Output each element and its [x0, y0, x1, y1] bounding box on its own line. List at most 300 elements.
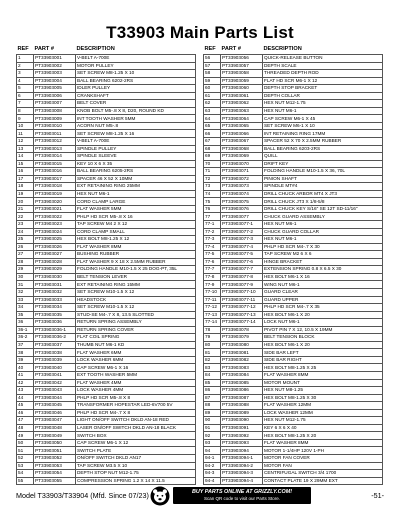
part-number-cell: PT33903062: [221, 100, 263, 108]
table-row: [204, 228, 383, 236]
table-row: [17, 326, 196, 334]
description-cell: FLAT WASHER 4MM: [76, 379, 196, 387]
description-cell: LOCK WASHER 6MM: [76, 356, 196, 364]
part-number-cell: PT33903051: [34, 447, 76, 455]
ref-cell: 14: [17, 153, 34, 161]
ref-cell: 20: [17, 198, 34, 206]
part-number-cell: PT33903073: [221, 183, 263, 191]
ref-cell: 22: [17, 213, 34, 221]
part-number-cell: PT33903063: [221, 107, 263, 115]
description-cell: TAP SCREW M2 6 X 6: [263, 251, 383, 259]
part-number-cell: PT33903036-1: [34, 326, 76, 334]
ref-cell: 87: [204, 394, 221, 402]
ref-cell: 94: [204, 447, 221, 455]
table-row: [17, 190, 196, 198]
description-cell: STUD-SE M4-.7 X 8, 13.5 SLOTTED: [76, 311, 196, 319]
ref-cell: 83: [204, 364, 221, 372]
table-row: [204, 394, 383, 402]
part-number-cell: PT33903018: [34, 183, 76, 191]
part-number-cell: PT33903036-2: [34, 334, 76, 342]
ref-cell: 77-3: [204, 236, 221, 244]
description-cell: IDLER PULLEY: [76, 85, 196, 93]
part-number-cell: PT33903092: [221, 432, 263, 440]
part-number-cell: PT33903033: [34, 296, 76, 304]
table-row: [17, 77, 196, 85]
table-row: [17, 160, 196, 168]
part-number-cell: PT33903034: [34, 304, 76, 312]
part-number-cell: PT33903050: [34, 439, 76, 447]
table-row: [204, 387, 383, 395]
part-number-cell: PT33903043: [34, 387, 76, 395]
ref-cell: 29: [17, 266, 34, 274]
ref-cell: 75: [204, 198, 221, 206]
part-number-cell: PT33903012: [34, 138, 76, 146]
table-row: [204, 424, 383, 432]
table-row: [17, 477, 196, 485]
part-number-cell: PT33903094: [221, 447, 263, 455]
part-number-cell: PT33903047: [34, 417, 76, 425]
part-number-cell: PT33903091: [221, 424, 263, 432]
table-row: [17, 70, 196, 78]
ref-cell: 81: [204, 349, 221, 357]
description-cell: SPINDLE MT#4: [263, 183, 383, 191]
description-cell: DEPTH STOP BRACKET: [263, 85, 383, 93]
part-number-cell: PT33903077-13: [221, 311, 263, 319]
description-cell: HEX NUT M6-1: [263, 221, 383, 229]
part-number-cell: PT33903023: [34, 221, 76, 229]
table-row: [17, 273, 196, 281]
grizzly-bear-logo-icon: [150, 486, 170, 506]
header-part: PART #: [221, 46, 241, 52]
model-label: Model T33903/T33904 (Mfd. Since 07/23): [16, 491, 149, 500]
ref-cell: 12: [17, 138, 34, 146]
table-row: [17, 439, 196, 447]
table-row: [204, 190, 383, 198]
description-cell: PHLP HD SCR M4-.7 X 8: [76, 409, 196, 417]
description-cell: DEPTH STOP NUT M12-1.75: [76, 470, 196, 478]
description-cell: TAP SCREW M4 2 X 12: [76, 221, 196, 229]
description-cell: EXTENSION SPRING 0.8 X 6.5 X 30: [263, 266, 383, 274]
part-number-cell: PT33903046: [34, 409, 76, 417]
table-row: [17, 130, 196, 138]
ref-cell: 43: [17, 387, 34, 395]
table-row: [17, 236, 196, 244]
table-row: [204, 470, 383, 478]
table-row: [204, 77, 383, 85]
part-number-cell: PT33903017: [34, 175, 76, 183]
part-number-cell: PT33903077-3: [221, 236, 263, 244]
ref-cell: 33: [17, 296, 34, 304]
description-cell: CAP SCREW M6-1 X 12: [76, 439, 196, 447]
table-row: [17, 115, 196, 123]
table-row: [17, 409, 196, 417]
description-cell: MOTOR FAN COVER: [263, 454, 383, 462]
table-row: [204, 236, 383, 244]
ref-cell: 80: [204, 341, 221, 349]
table-row: [17, 62, 196, 70]
description-cell: INT TOOTH WASHER 5MM: [76, 115, 196, 123]
part-number-cell: PT33903005: [34, 85, 76, 93]
table-row: [17, 371, 196, 379]
part-number-cell: PT33903068: [221, 145, 263, 153]
ref-cell: 91: [204, 424, 221, 432]
description-cell: LOCK WASHER 12MM: [263, 409, 383, 417]
table-row: [17, 424, 196, 432]
table-row: [17, 364, 196, 372]
ref-cell: 65: [204, 122, 221, 130]
table-row: [17, 153, 196, 161]
description-cell: LIGHT ON/OFF SWITCH DKLD AN-18 RED: [76, 417, 196, 425]
part-number-cell: PT33903045: [34, 402, 76, 410]
part-number-cell: PT33903015: [34, 160, 76, 168]
table-row: [204, 153, 383, 161]
part-number-cell: PT33903008: [34, 107, 76, 115]
part-number-cell: PT33903086: [221, 387, 263, 395]
ref-cell: 2: [17, 62, 34, 70]
description-cell: PINION SHAFT: [263, 175, 383, 183]
description-cell: HEADSTOCK: [76, 296, 196, 304]
ref-cell: 57: [204, 62, 221, 70]
description-cell: SPACER 52 X 70 X 2.5MM RUBBER: [263, 138, 383, 146]
part-number-cell: PT33903042: [34, 379, 76, 387]
parts-table-right-body: [204, 55, 383, 485]
ref-cell: 4: [17, 77, 34, 85]
header-description: DESCRIPTION: [263, 46, 302, 52]
part-number-cell: PT33903044: [34, 394, 76, 402]
table-row: [17, 281, 196, 289]
table-row: [204, 326, 383, 334]
description-cell: FLAT COIL SPRING: [76, 334, 196, 342]
description-cell: THUMB NUT M6-1 KD: [76, 341, 196, 349]
table-row: [17, 122, 196, 130]
part-number-cell: PT33903072: [221, 175, 263, 183]
ref-cell: 77-11: [204, 296, 221, 304]
description-cell: CORD CLAMP LARGE: [76, 198, 196, 206]
part-number-cell: PT33903056: [221, 55, 263, 63]
part-number-cell: PT33903058: [221, 70, 263, 78]
table-row: [204, 371, 383, 379]
ref-cell: 18: [17, 183, 34, 191]
table-row: [204, 198, 383, 206]
description-cell: HEX NUT M8-1.25: [263, 387, 383, 395]
description-cell: KNOB BOLT M5-.8 X 8, D20, ROUND KD: [76, 107, 196, 115]
description-cell: FLAT WASHER 9 X 18 X 2.5MM RUBBER: [76, 258, 196, 266]
ref-cell: 77-12: [204, 304, 221, 312]
ref-cell: 44: [17, 394, 34, 402]
table-row: [204, 349, 383, 357]
ref-cell: 58: [204, 70, 221, 78]
table-row: [17, 145, 196, 153]
ref-cell: 34: [17, 304, 34, 312]
part-number-cell: PT33903053: [34, 462, 76, 470]
part-number-cell: PT33903077-12: [221, 304, 263, 312]
ref-cell: 54: [17, 470, 34, 478]
ref-cell: 61: [204, 92, 221, 100]
description-cell: WING NUT M6-1: [263, 281, 383, 289]
ref-cell: 67: [204, 138, 221, 146]
ref-cell: 77-5: [204, 251, 221, 259]
description-cell: BUSHING RUBBER: [76, 251, 196, 259]
header-part: PART #: [34, 46, 54, 52]
table-row: [204, 183, 383, 191]
ref-cell: 1: [17, 55, 34, 63]
part-number-cell: PT33903093: [221, 439, 263, 447]
description-cell: FLAT WASHER 8MM: [263, 371, 383, 379]
description-cell: EXT TOOTH WASHER 5MM: [76, 371, 196, 379]
description-cell: EXT RETAINING RING 15MM: [76, 281, 196, 289]
ref-cell: 71: [204, 168, 221, 176]
description-cell: ON/OFF SWITCH DKLD AN17: [76, 454, 196, 462]
table-row: [17, 311, 196, 319]
ref-cell: 3: [17, 70, 34, 78]
table-row: [204, 281, 383, 289]
description-cell: GUARD UPPER: [263, 296, 383, 304]
ref-cell: 40: [17, 364, 34, 372]
ref-cell: 17: [17, 175, 34, 183]
description-cell: HEX BOLT M8-1.25 X 20: [263, 432, 383, 440]
description-cell: HEX BOLT M8-1.25 X 12: [76, 236, 196, 244]
part-number-cell: PT33903052: [34, 454, 76, 462]
header-ref: REF: [17, 46, 29, 52]
part-number-cell: PT33903038: [34, 349, 76, 357]
ref-cell: 37: [17, 341, 34, 349]
description-cell: FLAT WASHER 5MM: [76, 205, 196, 213]
table-row: [204, 379, 383, 387]
table-row: [204, 100, 383, 108]
ref-cell: 50: [17, 439, 34, 447]
description-cell: SET SCREW M8-1.25 X 10: [76, 70, 196, 78]
ref-cell: 31: [17, 281, 34, 289]
part-number-cell: PT33903094-2: [221, 462, 263, 470]
description-cell: FLAT WASHER 12MM: [263, 402, 383, 410]
part-number-cell: PT33903048: [34, 424, 76, 432]
ref-cell: 49: [17, 432, 34, 440]
part-number-cell: PT33903003: [34, 70, 76, 78]
ref-cell: 77: [204, 213, 221, 221]
part-number-cell: PT33903066: [221, 130, 263, 138]
ref-cell: 41: [17, 371, 34, 379]
part-number-cell: PT33903070: [221, 160, 263, 168]
table-row: [204, 213, 383, 221]
table-row: [204, 439, 383, 447]
table-row: [204, 107, 383, 115]
ref-cell: 28: [17, 258, 34, 266]
description-cell: SWITCH PLATE: [76, 447, 196, 455]
table-header-row: [204, 46, 383, 55]
ref-cell: 39: [17, 356, 34, 364]
part-number-cell: PT33903094-4: [221, 477, 263, 485]
ref-cell: 77-6: [204, 258, 221, 266]
ref-cell: 36-1: [17, 326, 34, 334]
table-row: [17, 205, 196, 213]
table-row: [17, 183, 196, 191]
ref-cell: 89: [204, 409, 221, 417]
table-row: [17, 394, 196, 402]
ref-cell: 72: [204, 175, 221, 183]
description-cell: RETURN SPRING COVER: [76, 326, 196, 334]
ref-cell: 63: [204, 107, 221, 115]
part-number-cell: PT33903009: [34, 115, 76, 123]
part-number-cell: PT33903011: [34, 130, 76, 138]
description-cell: SET SCREW M8-1.25 X 16: [76, 130, 196, 138]
description-cell: FLAT HD SCR M6-1 X 12: [263, 77, 383, 85]
part-number-cell: PT33903028: [34, 258, 76, 266]
table-row: [204, 251, 383, 259]
part-number-cell: PT33903004: [34, 77, 76, 85]
table-row: [17, 402, 196, 410]
description-cell: HEX NUT M6-1: [263, 236, 383, 244]
description-cell: BELT TENSION LEVER: [76, 273, 196, 281]
part-number-cell: PT33903077-5: [221, 251, 263, 259]
description-cell: MOTOR FAN: [263, 462, 383, 470]
description-cell: FOLDING HANDLE M10-1.5 X 25 DOG-PT, 35L: [76, 266, 196, 274]
description-cell: CHUCK GUARD ASSEMBLY: [263, 213, 383, 221]
part-number-cell: PT33903032: [34, 288, 76, 296]
description-cell: THREADED DEPTH ROD: [263, 70, 383, 78]
table-row: [17, 454, 196, 462]
ref-cell: 32: [17, 288, 34, 296]
description-cell: BALL BEARING 6203-2RS: [263, 145, 383, 153]
description-cell: BALL BEARING 6202-2RS: [76, 77, 196, 85]
table-row: [204, 402, 383, 410]
table-row: [17, 432, 196, 440]
part-number-cell: PT33903039: [34, 356, 76, 364]
table-row: [17, 462, 196, 470]
table-row: [204, 304, 383, 312]
part-number-cell: PT33903077-9: [221, 281, 263, 289]
table-row: [204, 334, 383, 342]
ref-cell: 77-10: [204, 288, 221, 296]
table-row: [204, 115, 383, 123]
table-row: [204, 175, 383, 183]
header-ref: REF: [204, 46, 216, 52]
ref-cell: 47: [17, 417, 34, 425]
part-number-cell: PT33903090: [221, 417, 263, 425]
description-cell: INT RETAINING RING 17MM: [263, 130, 383, 138]
ref-cell: 77-14: [204, 319, 221, 327]
description-cell: SIDE BAR RIGHT: [263, 356, 383, 364]
promo-subtext: Scan QR code to visit our Parts Store.: [203, 496, 281, 501]
part-number-cell: PT33903065: [221, 122, 263, 130]
table-row: [204, 273, 383, 281]
description-cell: HEX BOLT M8-1.25 X 25: [263, 364, 383, 372]
table-row: [204, 243, 383, 251]
table-row: [17, 356, 196, 364]
ref-cell: 38: [17, 349, 34, 357]
table-row: [204, 432, 383, 440]
part-number-cell: PT33903067: [221, 138, 263, 146]
description-cell: HINGE BRACKET: [263, 258, 383, 266]
table-row: [17, 447, 196, 455]
ref-cell: 52: [17, 454, 34, 462]
part-number-cell: PT33903069: [221, 153, 263, 161]
part-number-cell: PT33903055: [34, 477, 76, 485]
ref-cell: 21: [17, 205, 34, 213]
description-cell: PHLP HD SCR M4-.7 X 30: [263, 243, 383, 251]
ref-cell: 51: [17, 447, 34, 455]
description-cell: BELT TENSION BLOCK: [263, 334, 383, 342]
description-cell: SPACER 46 X 52 X 10MM: [76, 175, 196, 183]
parts-store-banner[interactable]: [173, 487, 311, 504]
ref-cell: 82: [204, 356, 221, 364]
header-description: DESCRIPTION: [76, 46, 115, 52]
table-row: [204, 258, 383, 266]
table-row: [204, 477, 383, 485]
table-row: [204, 266, 383, 274]
part-number-cell: PT33903077-14: [221, 319, 263, 327]
description-cell: SPINDLE PULLEY: [76, 145, 196, 153]
table-row: [17, 304, 196, 312]
description-cell: TRANSFORMER HOPESTAR LED-6V700 5V: [76, 402, 196, 410]
description-cell: LASER ON/OFF SWITCH DKLD AN-18 BLACK: [76, 424, 196, 432]
page-footer: [16, 486, 384, 508]
part-number-cell: PT33903085: [221, 379, 263, 387]
part-number-cell: PT33903007: [34, 100, 76, 108]
table-row: [204, 417, 383, 425]
part-number-cell: PT33903019: [34, 190, 76, 198]
part-number-cell: PT33903094-1: [221, 454, 263, 462]
table-row: [17, 266, 196, 274]
part-number-cell: PT33903077-4: [221, 243, 263, 251]
part-number-cell: PT33903025: [34, 236, 76, 244]
description-cell: KEY 6 X 6 X 40: [263, 424, 383, 432]
description-cell: V-BELT A-700E: [76, 55, 196, 63]
part-number-cell: PT33903054: [34, 470, 76, 478]
part-number-cell: PT33903077-6: [221, 258, 263, 266]
table-row: [17, 334, 196, 342]
table-row: [204, 319, 383, 327]
table-row: [17, 258, 196, 266]
part-number-cell: PT33903027: [34, 251, 76, 259]
page-title: T33903 Main Parts List: [106, 23, 294, 42]
part-number-cell: PT33903077-2: [221, 228, 263, 236]
description-cell: HEX BOLT M6-1 X 20: [263, 311, 383, 319]
ref-cell: 64: [204, 115, 221, 123]
table-row: [17, 85, 196, 93]
ref-cell: 79: [204, 334, 221, 342]
description-cell: DEPTH SCALE: [263, 62, 383, 70]
table-row: [17, 349, 196, 357]
table-row: [17, 387, 196, 395]
table-row: [17, 221, 196, 229]
ref-cell: 23: [17, 221, 34, 229]
part-number-cell: PT33903077-7: [221, 266, 263, 274]
table-row: [17, 213, 196, 221]
table-row: [17, 288, 196, 296]
ref-cell: 36-2: [17, 334, 34, 342]
table-row: [204, 462, 383, 470]
part-number-cell: PT33903082: [221, 356, 263, 364]
table-row: [204, 92, 383, 100]
part-number-cell: PT33903077: [221, 213, 263, 221]
part-number-cell: PT33903076: [221, 205, 263, 213]
part-number-cell: PT33903037: [34, 341, 76, 349]
ref-cell: 60: [204, 85, 221, 93]
description-cell: HEX NUT M6-1: [76, 190, 196, 198]
part-number-cell: PT33903010: [34, 122, 76, 130]
ref-cell: 94-1: [204, 454, 221, 462]
table-row: [204, 341, 383, 349]
parts-tables: [16, 46, 383, 485]
description-cell: HEX BOLT M6-1 X 16: [263, 273, 383, 281]
table-row: [17, 251, 196, 259]
description-cell: HEX BOLT M6-1 X 20: [263, 341, 383, 349]
table-row: [204, 160, 383, 168]
part-number-cell: PT33903087: [221, 394, 263, 402]
table-row: [17, 379, 196, 387]
description-cell: MOTOR MOUNT: [263, 379, 383, 387]
table-row: [204, 447, 383, 455]
